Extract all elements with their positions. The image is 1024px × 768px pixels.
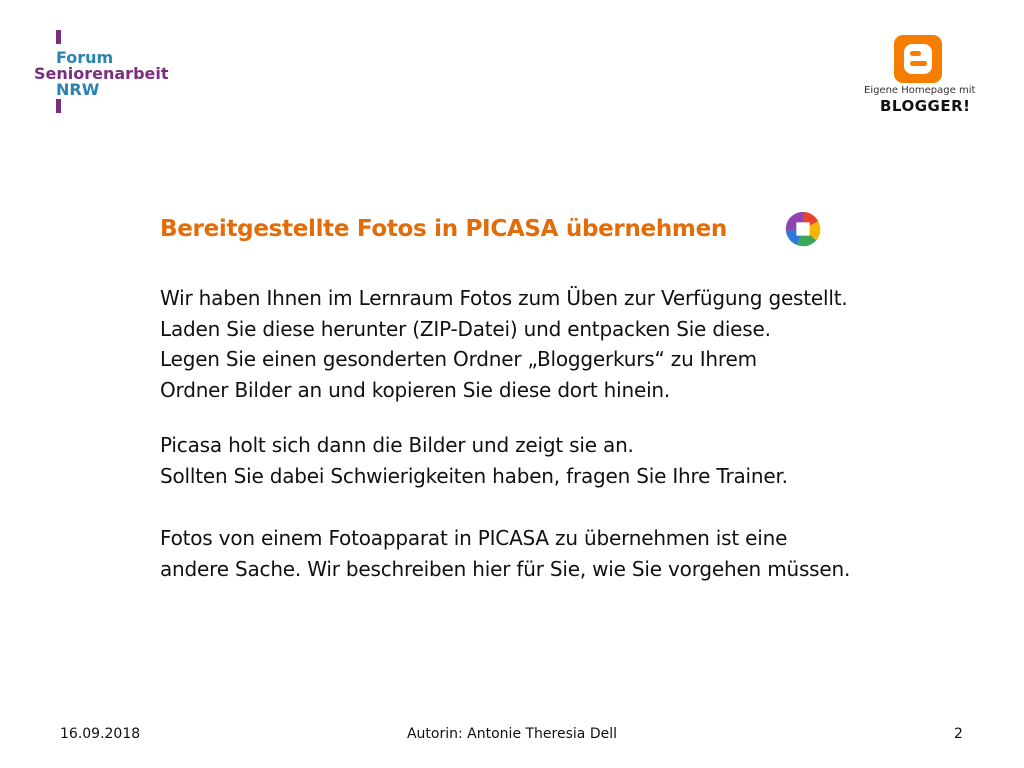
blogger-tagline: Eigene Homepage mit <box>864 85 976 96</box>
paragraph-3-line: andere Sache. Wir beschreiben hier für Sie, wie Sie vorgehen müssen. <box>160 556 851 581</box>
blogger-icon <box>893 34 943 84</box>
paragraph-3-line: Fotos von einem Fotoapparat in PICASA zu übernehmen ist eine <box>160 526 788 550</box>
paragraph-1-line: Laden Sie diese herunter (ZIP-Datei) und entpacken Sie diese. <box>160 316 771 341</box>
paragraph-2-line: Picasa holt sich dann die Bilder und zeigt sie an. <box>160 433 634 457</box>
logo-line-forum: Forum <box>56 48 114 67</box>
logo-line-seniorenarbeit: Seniorenarbeit <box>34 64 169 83</box>
paragraph-1-line: Wir haben Ihnen im Lernraum Fotos zum Üben zur Verfügung gestellt. <box>160 286 848 310</box>
paragraph-1-line: Legen Sie einen gesonderten Ordner „Bloggerkurs“ zu Ihrem <box>160 347 757 371</box>
paragraph-2 <box>160 430 788 491</box>
paragraph-1 <box>160 283 848 405</box>
slide-title: Bereitgestellte Fotos in PICASA übernehmen <box>160 216 727 242</box>
footer-author: Autorin: Antonie Theresia Dell <box>406 726 617 742</box>
paragraph-1-line: Ordner Bilder an und kopieren Sie diese dort hinein. <box>160 377 671 402</box>
logo-bar-top <box>56 30 61 44</box>
logo-line-nrw: NRW <box>56 80 100 99</box>
paragraph-2-line: Sollten Sie dabei Schwierigkeiten haben, fragen Sie Ihre Trainer. <box>160 463 788 488</box>
blogger-logo <box>862 34 974 120</box>
footer-page-number: 2 <box>954 726 963 742</box>
slide-content <box>160 214 920 581</box>
blogger-wordmark: BLOGGER! <box>880 97 971 115</box>
logo-bar-bottom <box>56 99 61 113</box>
footer-date: 16.09.2018 <box>60 726 141 742</box>
forum-seniorenarbeit-logo <box>34 28 174 118</box>
paragraph-3 <box>160 523 850 584</box>
